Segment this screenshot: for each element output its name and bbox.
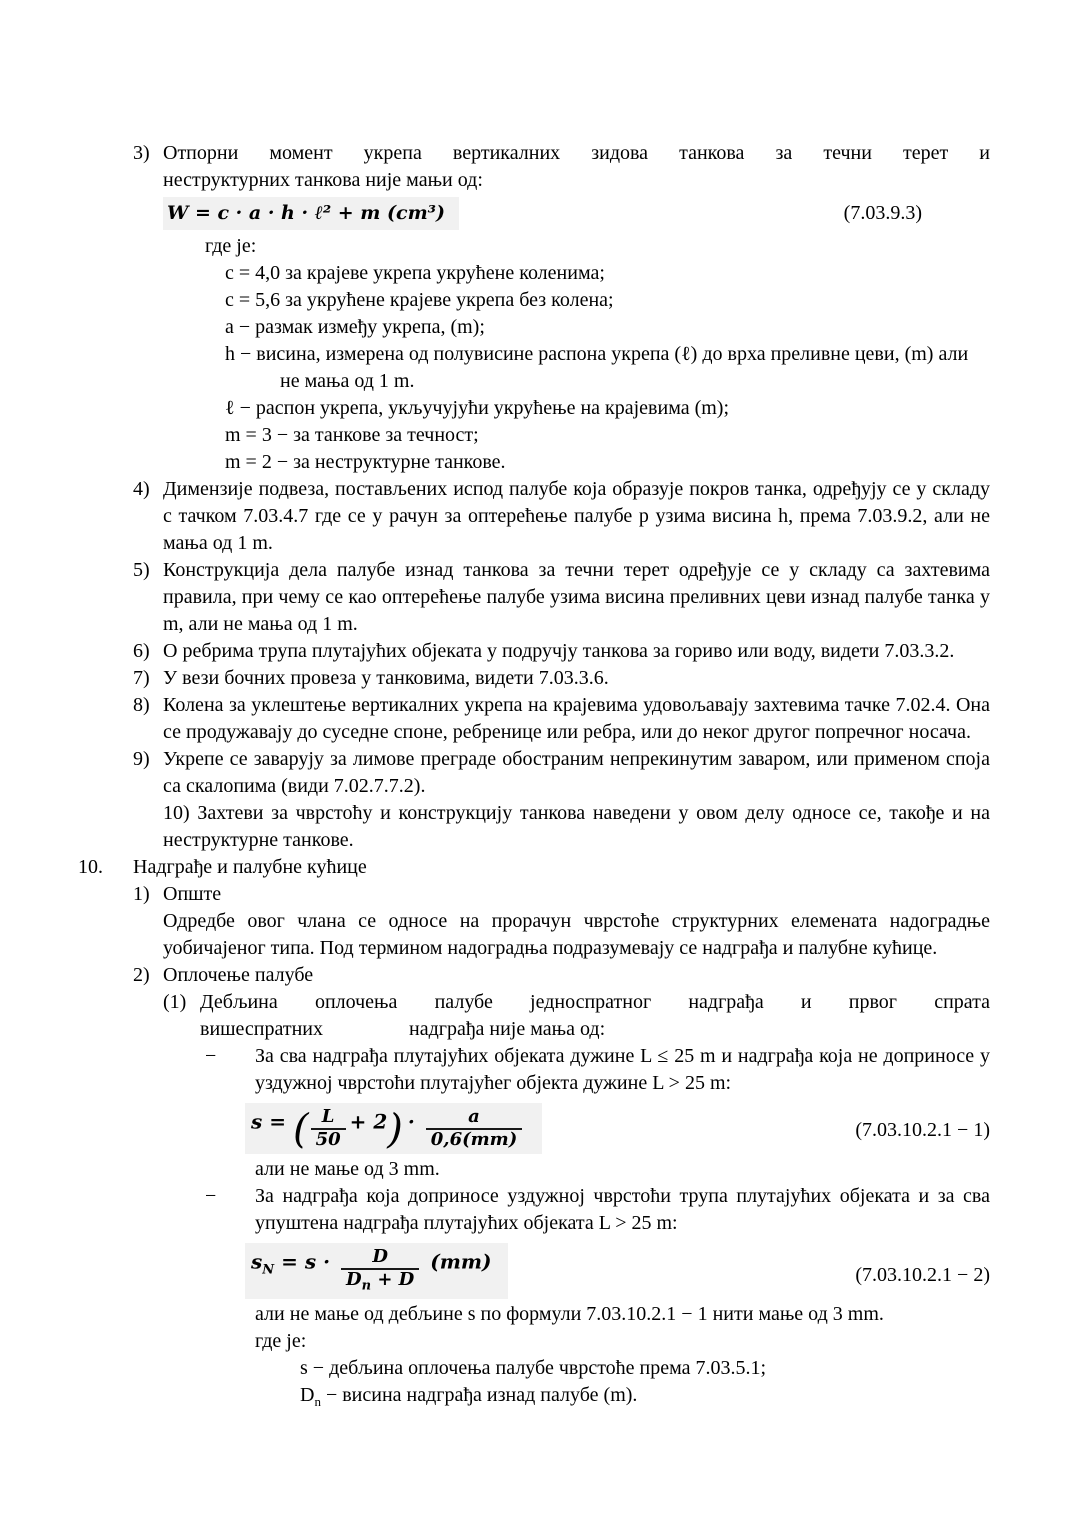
formula-row-s <box>245 1103 990 1154</box>
close-paren: ) <box>387 1106 401 1153</box>
dash-item-2-marker: − <box>205 1185 217 1208</box>
subscript-n: n <box>314 1393 321 1409</box>
definitions-list-2 <box>300 1355 990 1415</box>
paragraph-item-1-content <box>200 989 990 1415</box>
list-item-3 <box>133 140 990 476</box>
subscript-n: n <box>361 1278 372 1294</box>
list-item-6 <box>133 638 990 665</box>
paragraph-item-1-marker: (1) <box>163 991 187 1013</box>
section-10 <box>78 854 990 1415</box>
paragraph-line: Отпорни момент укрепа вертикалних зидова танкова за течни терет и <box>163 142 990 164</box>
dash-item-2 <box>200 1183 990 1414</box>
list-item-9-content <box>163 746 990 854</box>
fraction-D-DnD: $\frac{D}{D_n + D}$ <box>341 1247 419 1294</box>
plus-2: + 2 <box>349 1109 388 1134</box>
list-item-10-inline-paragraph: 10) Захтеви за чврстоћу и конструкцију танкова наведени у овом делу односе се, такође и на неструктурне танкове. <box>163 802 990 851</box>
list-item-3-marker: 3) <box>133 142 150 164</box>
definition-l: ℓ − распон укрепа, укључујући укрућење на крајевима (m); <box>225 397 730 419</box>
equals-s-dot: = s · <box>281 1250 331 1275</box>
formula-note: али не мање од дебљине s по формули 7.03.10.2.1 − 1 нити мање од 3 mm. <box>255 1302 884 1325</box>
formula-unit: (mm) <box>430 1250 492 1275</box>
definition-m3: m = 3 − за танкове за течност; <box>225 424 479 446</box>
list-item-4-paragraph: Димензије подвеза, постављених испод палубе која образује покров танка, одређују се у складу с тачком 7.03.4.7 где се у рачун за оптерећење палубе p узима висина h, према 7.03.9.2, али не мања од 1 m. <box>163 478 990 554</box>
word-visespratnih: вишеспратних <box>200 1018 324 1040</box>
section-10-sub-1-title: Опште <box>163 883 222 905</box>
section-10-sub-1 <box>133 881 990 962</box>
definition-s: s − дебљина оплочења палубе чврстоће према 7.03.5.1; <box>300 1356 767 1379</box>
list-item-4 <box>133 476 990 557</box>
definition-dn: $D_n$ − висина надграђа изнад палубе (m). <box>300 1383 638 1409</box>
where-label: где је: <box>255 1329 307 1352</box>
fraction-a-06: $\frac{a}{0,6(mm)}$ <box>426 1107 522 1150</box>
subscript-N: N <box>262 1263 275 1279</box>
formula-lhs: s = <box>251 1109 286 1134</box>
list-item-6-marker: 6) <box>133 640 150 662</box>
list-item-3-content <box>163 140 990 476</box>
dash-item-1 <box>200 1043 990 1183</box>
fraction-L-50: $\frac{L}{50}$ <box>311 1107 346 1150</box>
list-item-5 <box>133 557 990 638</box>
where-label: где је: <box>205 235 257 257</box>
formula-row-resistance-moment <box>163 194 990 233</box>
list-item-9-paragraph: Укрепе се заварују за лимове преграде обостраним непрекинутим заваром, или применом споја са скалопима (види 7.02.7.7.2). <box>163 748 990 797</box>
formula-superstructure-thickness <box>245 1243 508 1298</box>
line-rest: надграђа није мања од: <box>409 1018 606 1040</box>
list-item-5-paragraph: Конструкција дела палубе изнад танкова за течни терет одређује се у складу са захтевима правила, при чему се као оптерећење палубе узима висина преливних цеви изнад палубе танка у m, али не мања од 1 m. <box>163 559 990 635</box>
section-10-content <box>133 854 990 1415</box>
formula-resistance-moment: W = c · a · h · ℓ² + m (cm³) <box>163 197 459 230</box>
list-item-8 <box>133 692 990 746</box>
dash-item-1-marker: − <box>205 1045 217 1067</box>
section-10-sub-1-content <box>163 881 990 962</box>
section-10-sub-2-title: Оплочење палубе <box>163 964 314 986</box>
definition-c1: c = 4,0 за крајеве укрепа укрућене коленима; <box>225 262 605 284</box>
open-paren: ( <box>292 1106 307 1153</box>
formula-reference: (7.03.10.2.1 − 2) <box>855 1263 990 1286</box>
multiply-dot: · <box>407 1109 415 1134</box>
paragraph-item-1 <box>163 989 990 1415</box>
definition-h: h − висина, измерена од полувисине распона укрепа (ℓ) до врха преливне цеви, (m) али не мања од 1 m. <box>225 343 969 392</box>
list-item-8-paragraph: Колена за уклештење вертикалних укрепа на крајевима удовољавају захтевима тачке 7.02.4. Она се продужавају до суседне споне, ребренице или ребра, или до неког другог попречног носача. <box>163 694 990 743</box>
formula-note: али не мање од 3 mm. <box>255 1158 440 1181</box>
section-10-marker: 10. <box>78 856 103 878</box>
list-item-9 <box>133 746 990 854</box>
definitions-list <box>225 260 990 476</box>
list-item-6-paragraph: О ребрима трупа плутајућих објеката у подручју танкова за гориво или воду, видети 7.03.3.2. <box>163 640 955 662</box>
list-item-5-marker: 5) <box>133 559 150 581</box>
section-10-sub-1-marker: 1) <box>133 883 150 905</box>
section-10-sub-2 <box>133 962 990 1415</box>
paragraph-line: Дебљина оплочења палубе једноспратног надграђа и првог спрата <box>200 991 990 1013</box>
section-10-title: Надграђе и палубне кућице <box>133 856 367 878</box>
list-item-9-marker: 9) <box>133 748 150 770</box>
dash-item-1-paragraph: За сва надграђа плутајућих објеката дужине L ≤ 25 m и надграђа која не доприносе у уздужној чврстоћи плутајућег објекта дужине L > 25 m: <box>255 1045 990 1094</box>
section-10-sub-2-content <box>163 962 990 1415</box>
list-item-4-marker: 4) <box>133 478 150 500</box>
section-10-sub-1-paragraph: Одредбе овог члана се односе на прорачун чврстоће структурних елемената надоградње уобичајеног типа. Под термином надоградња подразумевају се надграђа и палубне кућице. <box>163 910 990 959</box>
formula-row-sn <box>245 1243 990 1298</box>
definition-a: a − размак између укрепа, (m); <box>225 316 485 338</box>
paragraph-line: неструктурних танкова није мањи од: <box>163 169 483 191</box>
list-item-7 <box>133 665 990 692</box>
list-item-8-marker: 8) <box>133 694 150 716</box>
section-10-sub-2-marker: 2) <box>133 964 150 986</box>
formula-lhs: s <box>251 1250 263 1275</box>
formula-reference: (7.03.9.3) <box>843 202 922 224</box>
list-item-7-paragraph: У вези бочних провеза у танковима, видети 7.03.3.6. <box>163 667 609 689</box>
definition-m2: m = 2 − за неструктурне танкове. <box>225 451 506 473</box>
formula-reference: (7.03.10.2.1 − 1) <box>855 1119 990 1142</box>
dash-item-2-paragraph: За надграђа која доприносе уздужној чврстоћи трупа плутајућих објеката и за сва упуштена надграђа плутајућих објеката L > 25 m: <box>255 1185 990 1235</box>
definition-c2: c = 5,6 за укрућене крајеве укрепа без колена; <box>225 289 614 311</box>
formula-plating-thickness <box>245 1103 542 1154</box>
dash-item-2-content <box>251 1183 990 1414</box>
dash-item-1-content <box>251 1043 990 1183</box>
paragraph-line <box>200 1016 990 1043</box>
list-item-7-marker: 7) <box>133 667 150 689</box>
